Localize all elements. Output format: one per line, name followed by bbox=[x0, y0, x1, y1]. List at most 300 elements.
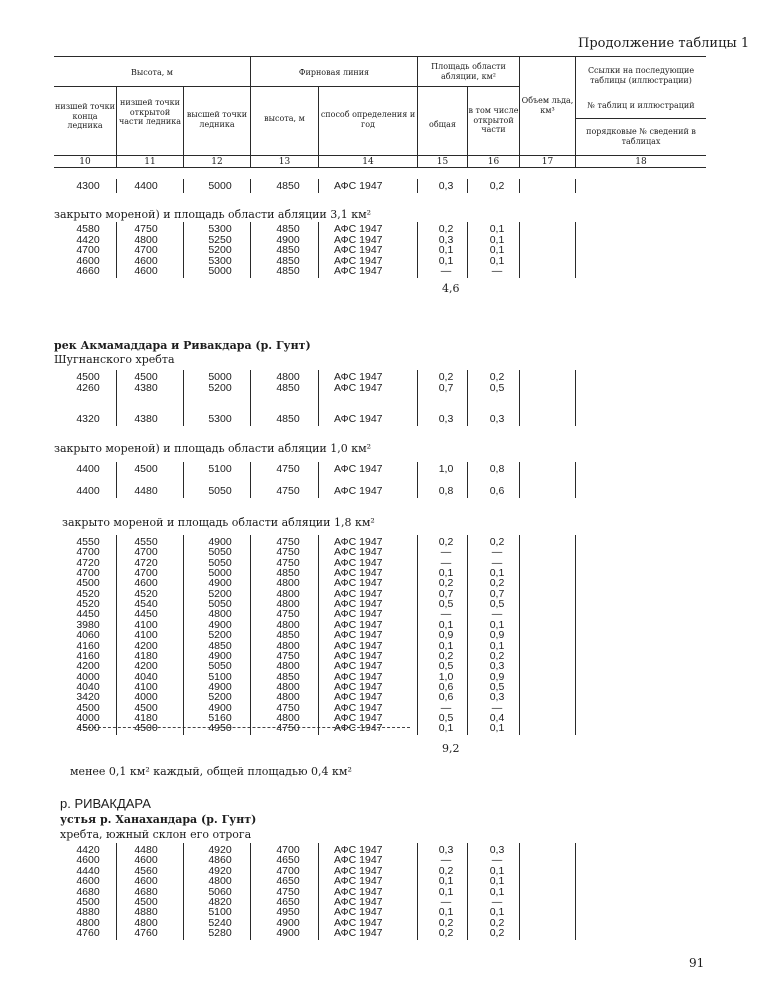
table-cell: — bbox=[491, 854, 503, 867]
table-cell: 0,3 bbox=[489, 413, 505, 425]
table-cell: 5240 bbox=[208, 916, 232, 929]
table-cell: 4900 bbox=[276, 233, 300, 246]
header-col-15: общая bbox=[429, 120, 456, 129]
table-cell: 5000 bbox=[208, 371, 232, 383]
table-cell: 4900 bbox=[276, 927, 300, 940]
table-cell: 4600 bbox=[76, 854, 100, 867]
table-cell: 4750 bbox=[276, 701, 300, 714]
table-cell: 0,2 bbox=[438, 649, 454, 662]
table-cell: АФС 1947 bbox=[334, 608, 383, 621]
table-cell: АФС 1947 bbox=[334, 233, 383, 246]
table-cell: АФС 1947 bbox=[334, 598, 383, 611]
table-cell: 4180 bbox=[134, 649, 158, 662]
table-cell: 4700 bbox=[76, 244, 100, 256]
sum-4-6: 4,6 bbox=[442, 282, 460, 295]
table-cell: 4900 bbox=[208, 618, 232, 631]
table-cell: 4850 bbox=[276, 413, 300, 425]
table-cell: 4500 bbox=[134, 722, 158, 735]
table-cell: 4880 bbox=[76, 906, 100, 919]
table-cell: 0,2 bbox=[438, 927, 454, 940]
table-cell: 5250 bbox=[208, 233, 232, 246]
column-number: 12 bbox=[211, 157, 223, 167]
table-cell: 4720 bbox=[134, 556, 158, 569]
table-cell: 4720 bbox=[76, 556, 100, 569]
table-cell: 0,1 bbox=[438, 244, 454, 256]
table-cell: АФС 1947 bbox=[334, 546, 383, 559]
table-cell: 4850 bbox=[276, 381, 300, 394]
table-row bbox=[0, 928, 761, 939]
table-cell: 4500 bbox=[134, 463, 158, 475]
table-cell: 5280 bbox=[208, 927, 232, 940]
table-cell: 0,1 bbox=[489, 567, 505, 580]
table-cell: 4600 bbox=[134, 254, 158, 267]
table-cell: 5050 bbox=[208, 556, 232, 569]
table-cell: 0,2 bbox=[438, 536, 454, 548]
table-cell: 0,2 bbox=[489, 927, 505, 940]
table-cell: АФС 1947 bbox=[334, 485, 383, 497]
table-cell: 4450 bbox=[134, 608, 158, 621]
table-cell: 4260 bbox=[76, 381, 100, 394]
table-cell: АФС 1947 bbox=[334, 875, 383, 888]
table-cell: 0,1 bbox=[489, 885, 505, 898]
table-row bbox=[0, 224, 761, 235]
table-cell: 4400 bbox=[134, 180, 158, 192]
table-cell: 4000 bbox=[134, 691, 158, 704]
table-cell: 0,1 bbox=[489, 639, 505, 652]
table-cell: 4800 bbox=[276, 660, 300, 673]
table-cell: АФС 1947 bbox=[334, 639, 383, 652]
table-cell: — bbox=[491, 608, 503, 621]
table-cell: 4060 bbox=[76, 629, 100, 642]
table-cell: 5060 bbox=[208, 885, 232, 898]
table-cell: АФС 1947 bbox=[334, 722, 383, 735]
table-cell: 0,1 bbox=[438, 906, 454, 919]
table-row bbox=[0, 245, 761, 256]
table-cell: АФС 1947 bbox=[334, 670, 383, 683]
table-cell: 4800 bbox=[208, 875, 232, 888]
table-cell: 0,1 bbox=[489, 722, 505, 735]
table-cell: 5300 bbox=[208, 254, 232, 267]
table-cell: 4480 bbox=[134, 844, 158, 856]
table-cell: 4900 bbox=[276, 916, 300, 929]
table-cell: 4900 bbox=[208, 536, 232, 548]
table-cell: 5100 bbox=[208, 463, 232, 475]
table-cell: 4700 bbox=[276, 844, 300, 856]
table-row bbox=[0, 372, 761, 383]
table-cell: 4520 bbox=[134, 587, 158, 600]
table-cell: 0,9 bbox=[489, 670, 505, 683]
table-cell: 4650 bbox=[276, 896, 300, 908]
table-cell: 0,1 bbox=[489, 906, 505, 919]
table-cell: 4420 bbox=[76, 233, 100, 246]
table-cell: 4500 bbox=[76, 722, 100, 735]
column-number: 18 bbox=[635, 157, 647, 167]
table-cell: 5160 bbox=[208, 711, 232, 724]
table-cell: АФС 1947 bbox=[334, 618, 383, 631]
table-cell: 4380 bbox=[134, 413, 158, 425]
table-cell: АФС 1947 bbox=[334, 660, 383, 673]
table-cell: 4500 bbox=[76, 371, 100, 383]
column-number: 13 bbox=[278, 157, 291, 167]
table-cell: 5050 bbox=[208, 546, 232, 559]
table-cell: 0,2 bbox=[489, 577, 505, 590]
table-cell: АФС 1947 bbox=[334, 691, 383, 704]
table-cell: 0,2 bbox=[489, 180, 505, 192]
table-cell: 4500 bbox=[76, 896, 100, 908]
table-cell: 0,1 bbox=[489, 864, 505, 877]
table-cell: АФС 1947 bbox=[334, 896, 383, 908]
column-number: 17 bbox=[541, 157, 554, 167]
table-cell: 4850 bbox=[208, 639, 232, 652]
table-cell: 0,3 bbox=[438, 180, 454, 192]
table-cell: 4800 bbox=[276, 577, 300, 590]
table-cell: АФС 1947 bbox=[334, 536, 383, 548]
table-cell: 0,2 bbox=[438, 223, 454, 235]
table-cell: 4160 bbox=[76, 639, 100, 652]
table-cell: 5050 bbox=[208, 598, 232, 611]
table-cell: 4000 bbox=[76, 670, 100, 683]
table-continuation-caption: Продолжение таблицы 1 bbox=[578, 36, 750, 51]
table-cell: 0,2 bbox=[489, 371, 505, 383]
table-row bbox=[0, 464, 761, 475]
table-cell: 4440 bbox=[76, 864, 100, 877]
table-cell: 0,5 bbox=[438, 660, 454, 673]
table-cell: 4950 bbox=[208, 722, 232, 735]
table-cell: 5200 bbox=[208, 381, 232, 394]
table-cell: 0,2 bbox=[438, 577, 454, 590]
table-cell: 0,6 bbox=[489, 485, 505, 497]
column-number: 16 bbox=[487, 157, 500, 167]
section-akmamaddara: рек Акмамаддара и Ривакдара (р. Гунт) bbox=[54, 339, 311, 352]
table-cell: 4200 bbox=[76, 660, 100, 673]
header-col-12: высшей точки ледника bbox=[186, 110, 248, 129]
table-cell: 4500 bbox=[76, 701, 100, 714]
header-ref-tables: № таблиц и иллюстраций bbox=[587, 101, 695, 110]
table-cell: 4600 bbox=[134, 265, 158, 277]
table-cell: 4400 bbox=[76, 485, 100, 497]
note-moraine-3-1: закрыто мореной) и площадь области абляции 3,1 км² bbox=[54, 208, 372, 221]
sum-9-2: 9,2 bbox=[442, 742, 460, 755]
table-cell: 5000 bbox=[208, 567, 232, 580]
table-cell: 4700 bbox=[76, 546, 100, 559]
table-cell: 4850 bbox=[276, 670, 300, 683]
table-cell: 4520 bbox=[76, 598, 100, 611]
table-cell: 4800 bbox=[208, 608, 232, 621]
note-small-glaciers: менее 0,1 км² каждый, общей площадью 0,4 км² bbox=[70, 765, 352, 778]
table-cell: АФС 1947 bbox=[334, 916, 383, 929]
table-cell: 4750 bbox=[276, 608, 300, 621]
table-cell: 4900 bbox=[208, 577, 232, 590]
table-cell: 4650 bbox=[276, 854, 300, 867]
table-cell: 3420 bbox=[76, 691, 100, 704]
ridge-south-slope: хребта, южный склон его отрога bbox=[60, 828, 252, 841]
table-cell: 0,3 bbox=[438, 413, 454, 425]
table-cell: 0,1 bbox=[489, 254, 505, 267]
header-ice-volume: Объем льда, км³ bbox=[521, 96, 574, 115]
note-moraine-1-8: закрыто мореной и площадь области абляции 1,8 км² bbox=[62, 516, 375, 529]
table-cell: — bbox=[491, 556, 503, 569]
table-cell: 0,3 bbox=[438, 233, 454, 246]
table-cell: 4500 bbox=[76, 577, 100, 590]
table-cell: 0,1 bbox=[438, 567, 454, 580]
table-cell: АФС 1947 bbox=[334, 927, 383, 940]
table-cell: 0,1 bbox=[489, 233, 505, 246]
table-cell: АФС 1947 bbox=[334, 577, 383, 590]
table-cell: 0,2 bbox=[489, 916, 505, 929]
table-cell: АФС 1947 bbox=[334, 844, 383, 856]
table-cell: 1,0 bbox=[438, 670, 454, 683]
table-cell: 4850 bbox=[276, 244, 300, 256]
table-cell: 4500 bbox=[134, 896, 158, 908]
table-cell: 0,5 bbox=[489, 598, 505, 611]
table-cell: АФС 1947 bbox=[334, 864, 383, 877]
table-cell: 0,7 bbox=[438, 381, 454, 394]
table-row bbox=[0, 181, 761, 192]
table-cell: 4400 bbox=[76, 463, 100, 475]
table-cell: АФС 1947 bbox=[334, 885, 383, 898]
table-cell: 3980 bbox=[76, 618, 100, 631]
table-row bbox=[0, 414, 761, 425]
table-cell: 5000 bbox=[208, 265, 232, 277]
column-number: 14 bbox=[362, 157, 374, 167]
table-cell: 4800 bbox=[276, 587, 300, 600]
table-cell: 4480 bbox=[134, 485, 158, 497]
table-cell: 4920 bbox=[208, 844, 232, 856]
table-cell: 4550 bbox=[134, 536, 158, 548]
table-cell: 4750 bbox=[276, 546, 300, 559]
table-cell: 4750 bbox=[276, 649, 300, 662]
table-cell: 4850 bbox=[276, 223, 300, 235]
table-cell: 4320 bbox=[76, 413, 100, 425]
table-cell: 0,3 bbox=[438, 844, 454, 856]
table-cell: — bbox=[491, 896, 503, 908]
table-cell: АФС 1947 bbox=[334, 587, 383, 600]
table-cell: 4000 bbox=[76, 711, 100, 724]
table-cell: 5200 bbox=[208, 244, 232, 256]
table-cell: 0,2 bbox=[489, 536, 505, 548]
table-cell: 5200 bbox=[208, 691, 232, 704]
table-cell: — bbox=[491, 701, 503, 714]
table-cell: 4200 bbox=[134, 639, 158, 652]
table-cell: — bbox=[491, 265, 503, 277]
table-cell: 0,1 bbox=[489, 244, 505, 256]
table-cell: 4750 bbox=[276, 463, 300, 475]
table-cell: — bbox=[440, 701, 452, 714]
mouth-khanakhandara: устья р. Ханахандара (р. Гунт) bbox=[60, 813, 257, 826]
table-cell: 0,6 bbox=[438, 691, 454, 704]
table-cell: 4660 bbox=[76, 265, 100, 277]
column-number: 11 bbox=[144, 157, 156, 167]
table-cell: 5300 bbox=[208, 413, 232, 425]
table-cell: 4700 bbox=[134, 546, 158, 559]
section-rivakdara: р. РИВАКДАРА bbox=[60, 796, 151, 811]
table-cell: АФС 1947 bbox=[334, 906, 383, 919]
table-cell: 4800 bbox=[276, 639, 300, 652]
table-cell: 4600 bbox=[76, 875, 100, 888]
table-cell: 4880 bbox=[134, 906, 158, 919]
table-cell: 0,5 bbox=[489, 381, 505, 394]
table-cell: 5200 bbox=[208, 587, 232, 600]
note-moraine-1-0: закрыто мореной) и площадь области абляции 1,0 км² bbox=[54, 442, 372, 455]
table-cell: АФС 1947 bbox=[334, 567, 383, 580]
table-cell: 4500 bbox=[134, 371, 158, 383]
table-cell: 4760 bbox=[76, 927, 100, 940]
table-cell: 4850 bbox=[276, 180, 300, 192]
table-cell: 0,5 bbox=[438, 711, 454, 724]
table-row bbox=[0, 486, 761, 497]
table-cell: 4800 bbox=[276, 618, 300, 631]
table-cell: — bbox=[440, 608, 452, 621]
table-cell: 4540 bbox=[134, 598, 158, 611]
table-cell: АФС 1947 bbox=[334, 413, 383, 425]
table-cell: 4750 bbox=[276, 556, 300, 569]
table-cell: 4600 bbox=[76, 254, 100, 267]
table-cell: 0,1 bbox=[438, 618, 454, 631]
table-cell: 0,1 bbox=[489, 618, 505, 631]
page-number: 91 bbox=[689, 956, 705, 970]
table-cell: 0,7 bbox=[489, 587, 505, 600]
table-cell: 4800 bbox=[134, 233, 158, 246]
table-cell: АФС 1947 bbox=[334, 254, 383, 267]
table-cell: 0,2 bbox=[438, 864, 454, 877]
table-cell: 4520 bbox=[76, 587, 100, 600]
header-ablation-group: Площадь области абляции, км² bbox=[431, 62, 506, 81]
table-cell: 5050 bbox=[208, 485, 232, 497]
table-cell: 5200 bbox=[208, 629, 232, 642]
table-cell: — bbox=[491, 546, 503, 559]
table-cell: 0,1 bbox=[489, 875, 505, 888]
table-cell: 4900 bbox=[208, 701, 232, 714]
table-cell: АФС 1947 bbox=[334, 265, 383, 277]
table-cell: 4600 bbox=[134, 875, 158, 888]
table-cell: АФС 1947 bbox=[334, 680, 383, 693]
table-cell: 4760 bbox=[134, 927, 158, 940]
table-cell: 4700 bbox=[134, 244, 158, 256]
table-cell: 4900 bbox=[208, 680, 232, 693]
table-cell: 4580 bbox=[76, 223, 100, 235]
table-cell: 4100 bbox=[134, 629, 158, 642]
table-cell: 4750 bbox=[276, 536, 300, 548]
table-cell: 0,3 bbox=[489, 660, 505, 673]
table-cell: 4920 bbox=[208, 864, 232, 877]
header-links-subrule bbox=[575, 118, 706, 119]
table-cell: АФС 1947 bbox=[334, 371, 383, 383]
table-row bbox=[0, 723, 761, 734]
table-cell: 4160 bbox=[76, 649, 100, 662]
table-cell: 0,1 bbox=[489, 223, 505, 235]
table-cell: 4650 bbox=[276, 875, 300, 888]
table-cell: 4800 bbox=[276, 680, 300, 693]
table-cell: 0,6 bbox=[438, 680, 454, 693]
table-cell: 4500 bbox=[134, 701, 158, 714]
table-cell: 4100 bbox=[134, 680, 158, 693]
table-cell: 5050 bbox=[208, 660, 232, 673]
table-cell: 4680 bbox=[76, 885, 100, 898]
header-col-13: высота, м bbox=[264, 114, 305, 123]
table-cell: 4180 bbox=[134, 711, 158, 724]
table-cell: 4700 bbox=[76, 567, 100, 580]
table-cell: АФС 1947 bbox=[334, 180, 383, 192]
table-cell: 0,4 bbox=[489, 711, 505, 724]
table-cell: 4100 bbox=[134, 618, 158, 631]
table-cell: АФС 1947 bbox=[334, 701, 383, 714]
header-col-10: низшей точки конца ледника bbox=[55, 102, 115, 130]
table-cell: 0,1 bbox=[438, 639, 454, 652]
table-cell: 4450 bbox=[76, 608, 100, 621]
header-firn-group: Фирновая линия bbox=[298, 68, 370, 77]
table-cell: 4420 bbox=[76, 844, 100, 856]
table-cell: 0,3 bbox=[489, 844, 505, 856]
column-number: 15 bbox=[436, 157, 449, 167]
table-cell: 4750 bbox=[276, 885, 300, 898]
table-cell: 0,8 bbox=[438, 485, 454, 497]
table-cell: 4850 bbox=[276, 254, 300, 267]
table-cell: 4800 bbox=[76, 916, 100, 929]
table-cell: АФС 1947 bbox=[334, 711, 383, 724]
header-subrule bbox=[54, 86, 519, 87]
table-cell: 5000 bbox=[208, 180, 232, 192]
table-cell: 4600 bbox=[134, 854, 158, 867]
table-cell: 4850 bbox=[276, 265, 300, 277]
table-cell: 5100 bbox=[208, 906, 232, 919]
table-cell: 5300 bbox=[208, 223, 232, 235]
table-cell: 4820 bbox=[208, 896, 232, 908]
table-cell: — bbox=[440, 896, 452, 908]
header-ref-serial: порядковые № сведений в таблицах bbox=[586, 127, 696, 146]
table-cell: 0,2 bbox=[489, 649, 505, 662]
table-cell: 0,1 bbox=[438, 254, 454, 267]
table-cell: 4860 bbox=[208, 854, 232, 867]
table-cell: — bbox=[440, 265, 452, 277]
table-cell: 0,2 bbox=[438, 371, 454, 383]
table-cell: 0,9 bbox=[438, 629, 454, 642]
table-cell: 4800 bbox=[276, 371, 300, 383]
table-cell: 0,9 bbox=[489, 629, 505, 642]
table-cell: АФС 1947 bbox=[334, 556, 383, 569]
header-col-11: низшей точки открытой части ледника bbox=[118, 98, 181, 126]
table-cell: 4750 bbox=[134, 223, 158, 235]
column-number: 10 bbox=[79, 157, 91, 167]
table-cell: 0,1 bbox=[438, 875, 454, 888]
table-cell: АФС 1947 bbox=[334, 223, 383, 235]
header-references-group: Ссылки на последующие таблицы (иллюстрации) bbox=[587, 66, 695, 85]
table-cell: 4850 bbox=[276, 567, 300, 580]
table-cell: 4850 bbox=[276, 629, 300, 642]
table-cell: 0,3 bbox=[489, 691, 505, 704]
table-cell: 0,8 bbox=[489, 463, 505, 475]
table-row bbox=[0, 383, 761, 394]
table-cell: АФС 1947 bbox=[334, 629, 383, 642]
table-cell: — bbox=[440, 854, 452, 867]
table-cell: 4700 bbox=[134, 567, 158, 580]
table-cell: — bbox=[440, 546, 452, 559]
table-cell: 4680 bbox=[134, 885, 158, 898]
table-cell: 4750 bbox=[276, 722, 300, 735]
table-cell: 0,2 bbox=[438, 916, 454, 929]
header-col-16: в том числе открытой части bbox=[468, 106, 519, 134]
header-col-14: способ определения и год bbox=[320, 110, 416, 129]
table-cell: 0,5 bbox=[489, 680, 505, 693]
table-cell: 4560 bbox=[134, 864, 158, 877]
table-cell: 0,1 bbox=[438, 885, 454, 898]
table-cell: 4600 bbox=[134, 577, 158, 590]
table-cell: 4040 bbox=[134, 670, 158, 683]
table-cell: АФС 1947 bbox=[334, 463, 383, 475]
table-row bbox=[0, 266, 761, 277]
table-cell: 4750 bbox=[276, 485, 300, 497]
column-number-rule bbox=[54, 167, 706, 168]
table-cell: 4800 bbox=[276, 711, 300, 724]
